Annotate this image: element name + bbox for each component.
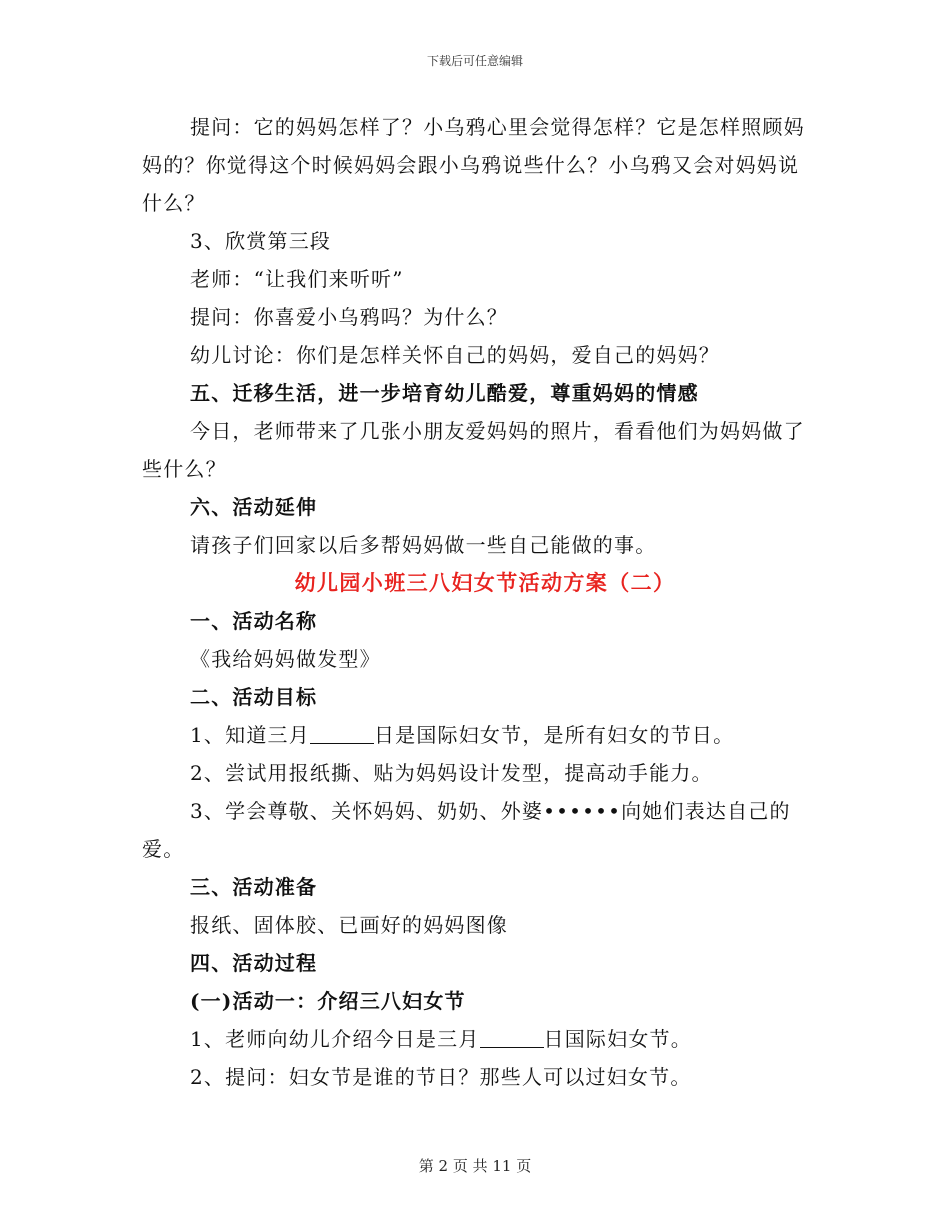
goal-item: 3、学会尊敬、关怀妈妈、奶奶、外婆••••••向她们表达自己的爱。 xyxy=(142,799,791,861)
paragraph: 3、欣赏第三段 xyxy=(190,229,332,253)
page-content xyxy=(142,108,812,1096)
page-footer: 第 2 页 共 11 页 xyxy=(418,1157,532,1175)
paragraph: 老师：“让我们来听听” xyxy=(190,267,404,291)
activity-step xyxy=(142,1020,812,1058)
section-heading: 一、活动名称 xyxy=(190,609,318,633)
blank-underline xyxy=(480,1027,544,1048)
paragraph: 提问：你喜爱小乌鸦吗？为什么？ xyxy=(190,305,508,329)
section-heading: 四、活动过程 xyxy=(190,951,318,975)
section-heading: 六、活动延伸 xyxy=(190,495,318,519)
section-heading: 三、活动准备 xyxy=(190,875,318,899)
goal-text-start: 1、知道三月 xyxy=(190,723,310,747)
paragraph: 提问：它的妈妈怎样了？小乌鸦心里会觉得怎样？它是怎样照顾妈妈的？你觉得这个时候妈妈会跟小乌鸦说些什么？小乌鸦又会对妈妈说什么？ xyxy=(142,115,805,215)
step-text-end: 日国际妇女节。 xyxy=(543,1027,692,1051)
section-heading: 五、迁移生活，进一步培育幼儿酷爱，尊重妈妈的情感 xyxy=(190,381,699,405)
paragraph: 幼儿讨论：你们是怎样关怀自己的妈妈，爱自己的妈妈？ xyxy=(190,343,720,367)
paragraph: 《我给妈妈做发型》 xyxy=(190,647,381,671)
activity-step: 2、提问：妇女节是谁的节日？那些人可以过妇女节。 xyxy=(190,1065,692,1089)
paragraph: 请孩子们回家以后多帮妈妈做一些自己能做的事。 xyxy=(190,533,657,557)
document-title: 幼儿园小班三八妇女节活动方案（二） xyxy=(294,570,676,595)
step-text-start: 1、老师向幼儿介绍今日是三月 xyxy=(190,1027,480,1051)
paragraph: 报纸、固体胶、已画好的妈妈图像 xyxy=(190,913,508,937)
goal-item xyxy=(142,716,812,754)
section-heading: 二、活动目标 xyxy=(190,685,318,709)
blank-underline xyxy=(310,723,374,744)
goal-text-end: 日是国际妇女节，是所有妇女的节日。 xyxy=(373,723,735,747)
subsection-heading: (一)活动一：介绍三八妇女节 xyxy=(190,989,466,1013)
page-header: 下载后可任意编辑 xyxy=(426,54,523,68)
goal-item: 2、尝试用报纸撕、贴为妈妈设计发型，提高动手能力。 xyxy=(190,761,713,785)
paragraph: 今日，老师带来了几张小朋友爱妈妈的照片，看看他们为妈妈做了些什么？ xyxy=(142,419,805,481)
